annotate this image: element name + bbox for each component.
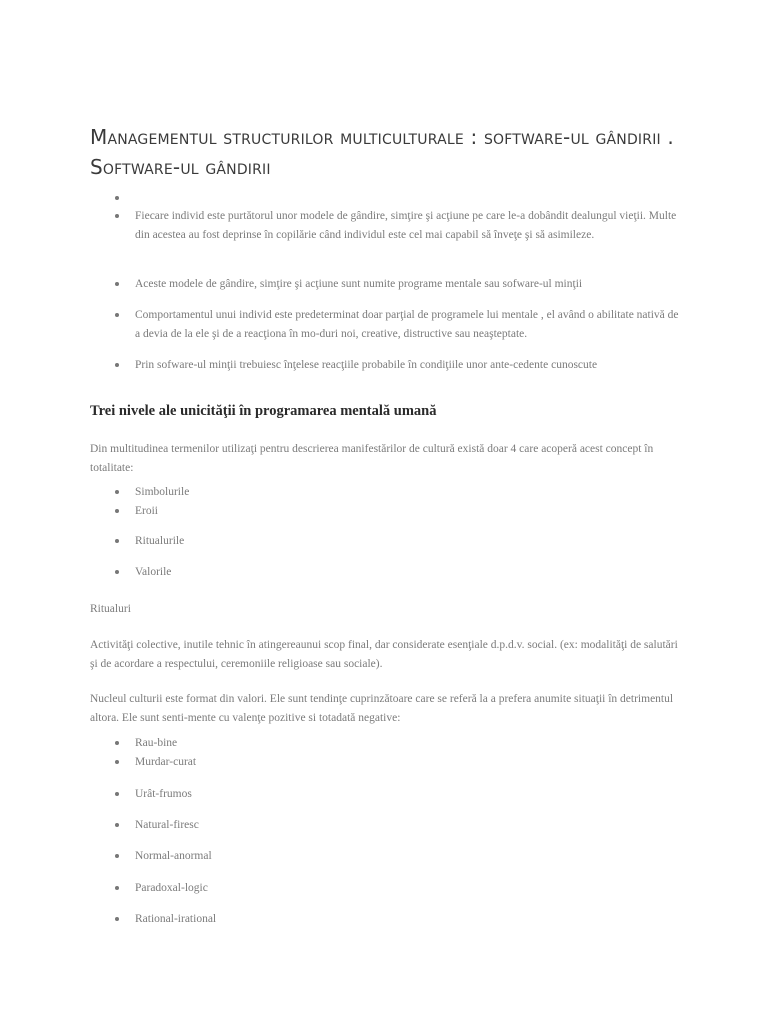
value-pairs-list: [90, 734, 680, 771]
list-item: Prin sofware-ul minţii trebuiesc înţelese reacţiile probabile în condiţiile unor ante-cedente cunoscute: [90, 356, 680, 375]
rituals-label: Ritualuri: [90, 603, 131, 615]
value-pairs-list: [90, 816, 680, 835]
levels-list: [90, 483, 680, 520]
list-item: Natural-firesc: [90, 816, 680, 835]
rituals-paragraph: Activităţi colective, inutile tehnic în atingereaunui scop final, dar considerate esenţiale d.p.d.v. social. (ex: modalităţi de salutări şi de acordare a respectului, ceremoniile religioase sau sociale).: [90, 639, 678, 670]
list-item: Urât-frumos: [90, 785, 680, 804]
document-title: Managementul structurilor multiculturale : software-ul gândirii . Software-ul gândirii: [90, 125, 674, 179]
value-pairs-list: [90, 847, 680, 866]
intro-bullet-list: [90, 189, 680, 207]
list-item: Murdar-curat: [90, 753, 680, 772]
value-pairs-list: [90, 785, 680, 804]
value-pairs-list: [90, 910, 680, 929]
section-intro-paragraph: Din multitudinea termenilor utilizaţi pentru descrierea manifestărilor de cultură există doar 4 care acoperă acest concept în totalitate:: [90, 443, 654, 474]
list-item: Valorile: [90, 563, 680, 582]
intro-bullet-list: [90, 356, 680, 375]
value-pairs-list: [90, 879, 680, 898]
values-paragraph: Nucleul culturii este format din valori. Ele sunt tendinţe cuprinzătoare care se referă la a prefera anumite situaţii în detrimentul altora. Ele sunt senti-mente cu valenţe pozitive si totadată negative:: [90, 693, 674, 724]
list-item: [90, 189, 680, 207]
list-item: Eroii: [90, 502, 680, 521]
list-item: Rational-irational: [90, 910, 680, 929]
intro-bullet-list: [90, 306, 680, 343]
intro-bullet-list: [90, 275, 680, 294]
list-item: Normal-anormal: [90, 847, 680, 866]
list-item: Ritualurile: [90, 532, 680, 551]
list-item: Comportamentul unui individ este predeterminat doar parţial de programele lui mentale , el având o abilitate nativă de a devia de la ele şi de a reacţiona în mo-duri noi, creative, distructive sau neaşteptate.: [90, 306, 680, 343]
levels-list: [90, 532, 680, 551]
levels-list: [90, 563, 680, 582]
list-item: Rau-bine: [90, 734, 680, 753]
list-item: Fiecare individ este purtătorul unor modele de gândire, simţire şi acţiune pe care le-a dobândit dealungul vieţii. Multe din acestea au fost deprinse în copilărie când individul este cel mai capabil să înveţe şi să asimileze.: [90, 207, 680, 244]
section-heading: Trei nivele ale unicităţii în programarea mentală umană: [90, 403, 437, 419]
list-item: Aceste modele de gândire, simţire şi acţiune sunt numite programe mentale sau sofware-ul minţii: [90, 275, 680, 294]
list-item: Paradoxal-logic: [90, 879, 680, 898]
list-item: Simbolurile: [90, 483, 680, 502]
intro-bullet-list: [90, 207, 680, 244]
